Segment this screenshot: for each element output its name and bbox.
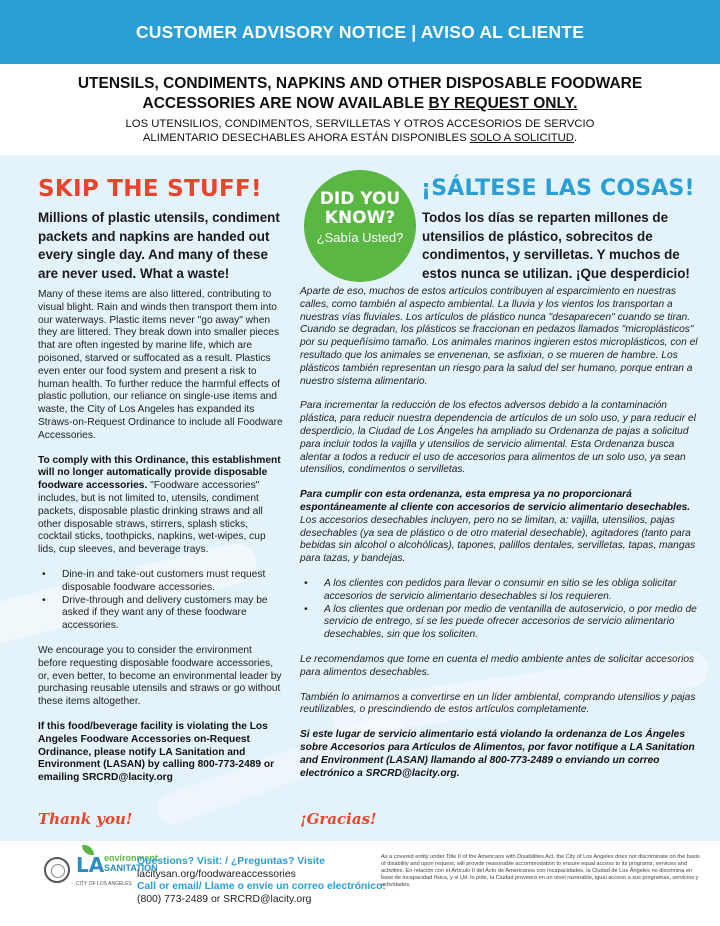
la-sanitation-logo [76,853,159,877]
spanish-bullet-1: • A los clientes con pedidos para llevar o consumir en sitio se les obliga solicitar accesorios de servicio alimentario desechables si los requieren. [300,578,700,604]
spanish-bullet-2: • A los clientes que ordenan por medio de ventanilla de autoservicio, o por medio de servicio de entrego, sí se les puede ofrecer accesorios de servicio alimentario desechables, sin que los soliciten. [300,604,700,642]
english-bullets [38,569,283,633]
city-seal-icon [44,857,70,883]
headline-by-request-only: BY REQUEST ONLY. [428,95,578,112]
spanish-accessories-list: Los accesorios desechables incluyen, pero no se limitan, a: vajilla, utensilios, pajas desechables (ya sea de plástico o de otro material desechable), agitadores (tanto para bebidas sin alcohol o alcohólicas), tapones, palillos dentales, servilletas, tapas, mangas para tazas, y bandejas. [300,514,696,565]
banner-title: CUSTOMER ADVISORY NOTICE | AVISO AL CLIENTE [135,21,585,42]
badge-line1: DID YOU [319,189,401,209]
lead-english: Millions of plastic utensils, condiment packets and napkins are handed out every single day. And many of these are never used. What a waste! [38,210,280,282]
headline-english [0,74,720,114]
gracias-text: ¡Gracias! [300,810,377,828]
spanish-column [300,286,700,792]
spanish-paragraph-4: Le recomendamos que tome en cuenta el medio ambiente antes de solicitar accesorios para alimentos desechables. [300,653,695,678]
logo-la: LA [76,853,105,877]
english-violation-text: If this food/beverage facility is violating the Los Angeles Foodware Accessories on-Request Ordinance, please notify LA Sanitation and Environment (LASAN) by calling 800-773-2489 or emailing SRCRD@lacity.org [38,720,275,784]
contact-block [137,856,386,906]
headline-spanish [0,117,720,145]
spanish-ordinance-bold: Para cumplir con esta ordenanza, esta empresa ya no proporcionará espontáneamente al cliente con accesorios de servicio alimentario desechables. [300,489,691,513]
english-paragraph-2 [38,455,283,557]
logo-sanitation: SANITATION [104,863,158,873]
website-link[interactable]: lacitysan.org/foodwareaccessories [137,868,296,880]
phone-email[interactable]: (800) 773-2489 or SRCRD@lacity.org [137,893,312,905]
footer [0,841,720,926]
english-bullet-1: • Dine-in and take-out customers must request disposable foodware accessories. [38,569,283,595]
spanish-paragraph-1: Aparte de eso, muchos de estos artículos contribuyen al esparcimiento en nuestras calles, como también al aspecto ambiental. La lluvia y los vientos los transportan a nuestras vías fluviales. Los artículos de plástico nunca "desaparecen" cuando se tiran. Cuando se degradan, los plásticos se fraccionan en pedazos llamados "microplásticos" por su pequeñísimo tamaño. Los animales marinos ingieren estos microplásticos, con el resultado que los animales se envenenan, se asfixian, o se mueren de hambre. Los plásticos también representan un riesgo para la salud del ser humano, porque entran a nuestro sistema alimentario. [300,286,698,387]
headline-solo-a-solicitud: SOLO A SOLICITUD [469,132,574,144]
headline [0,74,720,145]
headline-es-line1: LOS UTENSILIOS, CONDIMENTOS, SERVILLETAS Y OTROS ACCESORIOS DE SERVCIO [125,118,595,130]
english-bullet-2: • Drive-through and delivery customers may be asked if they want any of these foodware accessories. [38,595,283,633]
spanish-violation-notice [300,729,700,780]
headline-line2: ACCESSORIES ARE NOW AVAILABLE [142,95,429,112]
badge-spanish: ¿Sabía Usted? [316,230,404,245]
english-accessories-list: "Foodware accessories" includes, but is not limited to, utensils, condiment packets, disposable plastic drinking straws and all other disposable straws, stirrers, splash sticks, cocktail sticks, toothpicks, napkins, wet-wipes, cup lids, cup sleeves, and beverage trays. [38,480,266,556]
saltese-title: ¡SÁLTESE LAS COSAS! [421,176,695,201]
lead-spanish: Todos los días se reparten millones de utensilios de plástico, sobrecitos de condimentos, y servilletas. Y muchos de estos nunca se utilizan. ¡Que desperdicio! [422,210,690,282]
english-paragraph-1: Many of these items are also littered, contributing to visual blight. Rain and winds then transport them into our waterways. Plastic items never "go away" when they are littered. They break down into smaller pieces that are often ingested by marine life, which are poisoned, starved or suffocated as a result. Plastics even enter our food system and present a risk to human health. To further reduce the harmful effects of plastic pollution, our reliance on single-use items and waste, the City of Los Angeles has expanded its Straws-on-Request Ordinance to include all Foodware Accessories. [38,289,283,441]
did-you-know-badge [304,170,416,282]
spanish-paragraph-5: También lo animamos a convertirse en un líder ambiental, comprando utensilios y pajas reutilizables, o prescindiendo de estos artículos completamente. [300,691,696,716]
logo-subtitle: CITY OF LOS ANGELES [76,881,132,887]
thank-you-text: Thank you! [38,810,133,828]
spanish-violation-text: Si este lugar de servicio alimentario está violando la ordenanza de Los Ángeles sobre Accesorios para Artículos de Alimentos, por favor notifique a LA Sanitation and Environment (LASAN) llamando al 800-773-2489 o enviando un correo electrónico a SRCRD@lacity.org. [300,729,695,779]
advisory-banner [0,0,720,64]
spanish-bullets [300,578,700,642]
ada-notice: As a covered entity under Title II of the Americans with Disabilities Act, the City of Los Angeles does not discriminate on the basis of disability and upon request, will provide reasonable accommodation to ensure equal access to its programs, services and activities. En relación con el Artículo II del Acto de Americanos con Incapacidades, la Ciudad de Los Ángeles no discrimina en base de incapacidad física, y si Ud. lo pide, la Ciudad proveerá en un nivel razonable, igual acceso a sus programas, servicios y actividades. [381,854,700,889]
headline-es-line2: ALIMENTARIO DESECHABLES AHORA ESTÁN DISPONIBLES [142,132,470,144]
badge-line2: KNOW? [324,208,396,228]
english-violation-notice [38,721,283,785]
english-ordinance-bold: To comply with this Ordinance, this establishment will no longer automatically provide disposable foodware accessories. [38,454,281,492]
headline-line1: UTENSILS, CONDIMENTS, NAPKINS AND OTHER DISPOSABLE FOODWARE [77,75,643,92]
english-paragraph-3: We encourage you to consider the environment before requesting disposable foodware accessories, or, even better, to become an environmental leader by purchasing reusable utensils and straws or go without these items altogether. [38,644,282,708]
english-column [38,289,283,797]
logo-environment: environment [104,853,159,863]
headline-es-period: . [573,132,578,144]
skip-the-stuff-title: SKIP THE STUFF! [38,176,262,202]
spanish-paragraph-2: Para incrementar la reducción de los efectos adversos debido a la contaminación plástica, para reducir nuestra dependencia de artículos de un solo uso, y para reducir el desperdicio, la Ciudad de Los Ángeles ha ampliado su Ordenanza de pajas a solicitud para incluir todos la vajilla y utensilios de servicio alimental. Esta Ordenanza busca alentar a todos a reducir el uso de accesorios para alimentos de un solo uso, ya sean utensilios, condimentos o servilletas. [300,400,696,476]
spanish-paragraph-3 [300,489,700,566]
call-email-label: Call or email/ Llame o envíe un correo electrónico: [137,881,386,893]
questions-label: Questions? Visit: / ¿Preguntas? Visite [137,856,325,867]
